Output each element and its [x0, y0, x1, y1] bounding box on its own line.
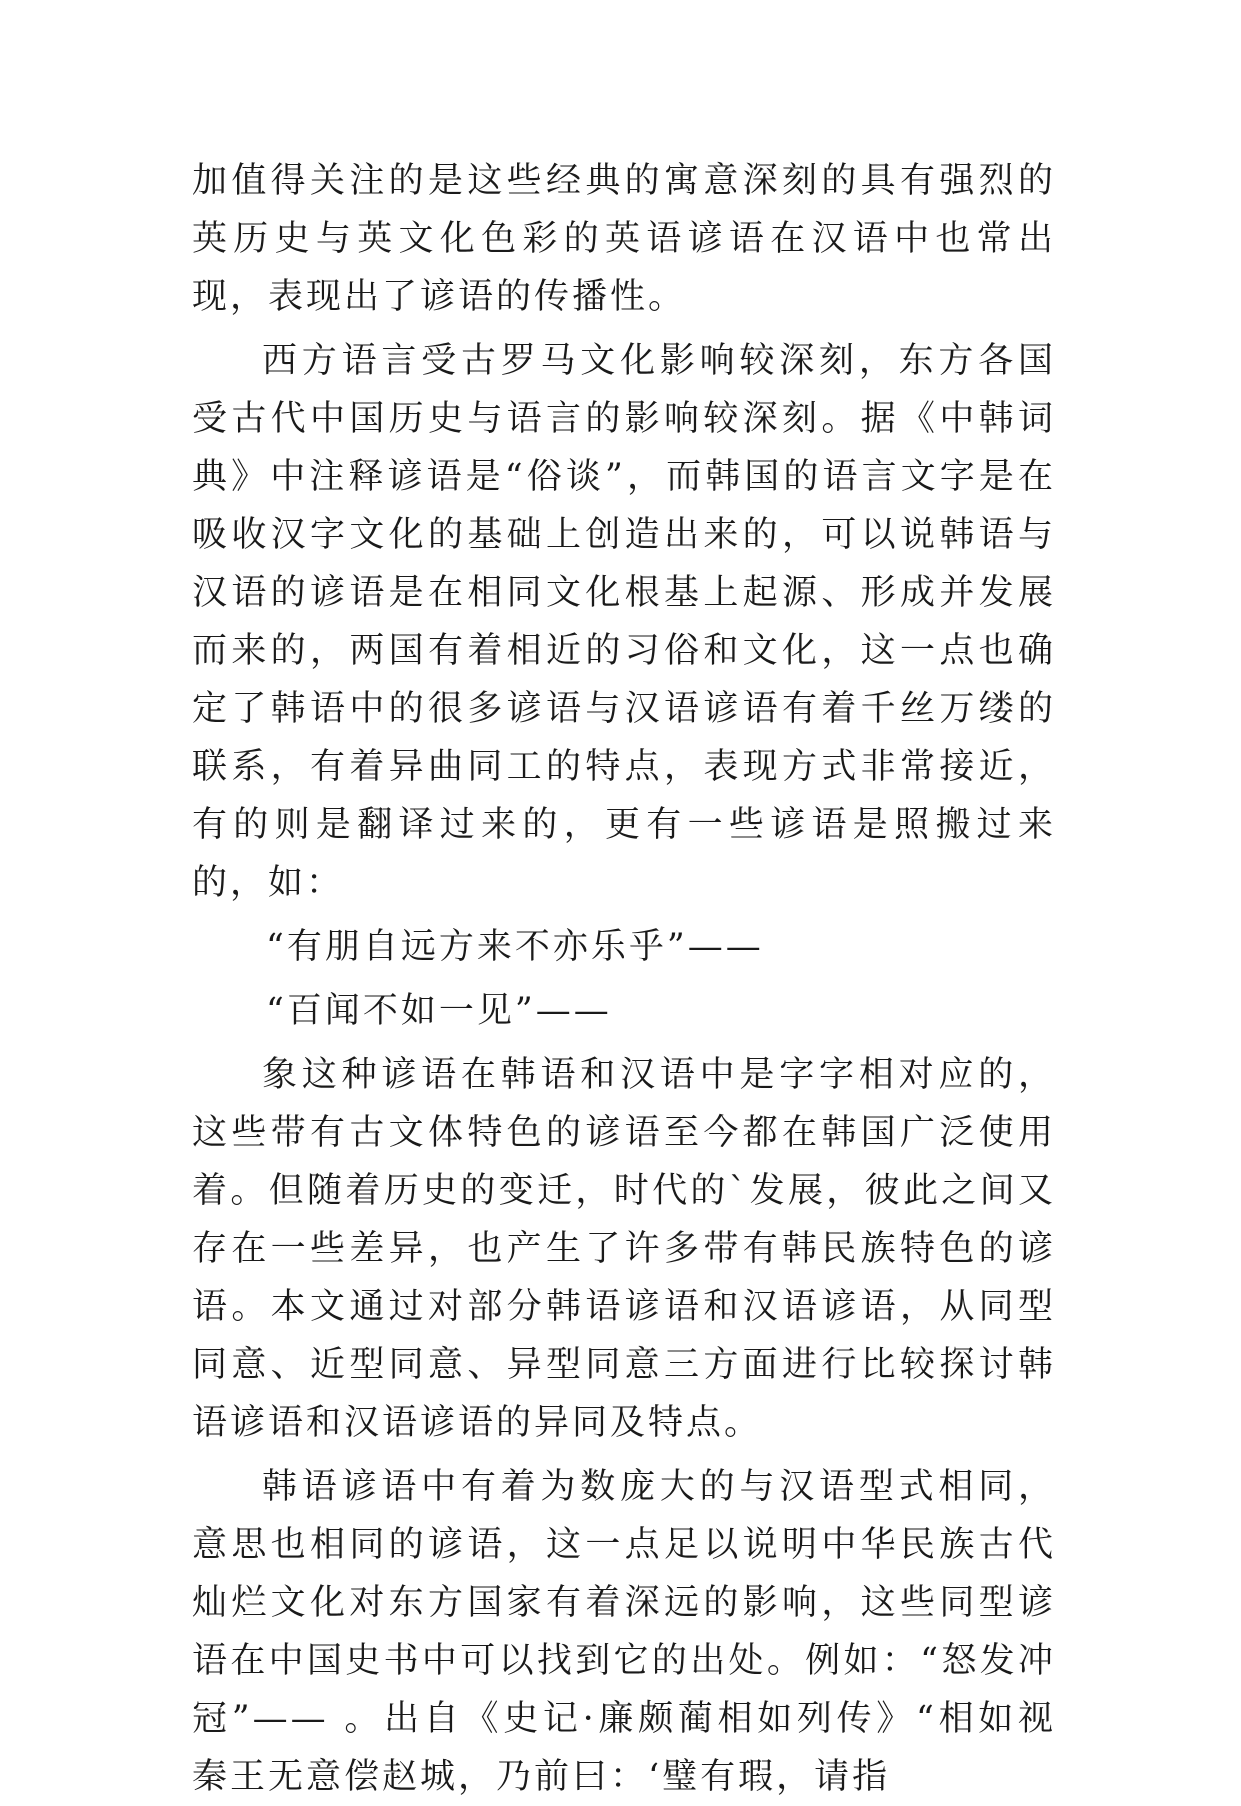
- example-proverb-friends: “有朋自远方来不亦乐乎”——: [266, 927, 764, 967]
- document-body: [192, 152, 1056, 1806]
- example-proverb-seeing: “百闻不如一见”——: [266, 991, 612, 1031]
- paragraph-korean-chinese-origin: 西方语言受古罗马文化影响较深刻，东方各国受古代中国历史与语言的影响较深刻。据《中韩词典》中注释谚语是“俗谈”，而韩国的语言文字是在吸收汉字文化的基础上创造出来的，可以说韩语与汉语的谚语是在相同文化根基上起源、形成并发展而来的，两国有着相近的习俗和文化，这一点也确定了韩语中的很多谚语与汉语谚语有着千丝万缕的联系，有着异曲同工的特点，表现方式非常接近，有的则是翻译过来的，更有一些谚语是照搬过来的，如：: [192, 341, 1056, 903]
- paragraph-same-form: 韩语谚语中有着为数庞大的与汉语型式相同，意思也相同的谚语，这一点足以说明中华民族古代灿烂文化对东方国家有着深远的影响，这些同型谚语在中国史书中可以找到它的出处。例如：“怒发冲冠”—— 。出自《史记·廉颇蔺相如列传》“相如视秦王无意偿赵城，乃前曰：‘璧有瑕，请指: [192, 1467, 1056, 1797]
- paragraph-continuation: 加值得关注的是这些经典的寓意深刻的具有强烈的英历史与英文化色彩的英语谚语在汉语中也常出现，表现出了谚语的传播性。: [192, 161, 1056, 317]
- paragraph-differences: 象这种谚语在韩语和汉语中是字字相对应的，这些带有古文体特色的谚语至今都在韩国广泛使用着。但随着历史的变迁，时代的`发展，彼此之间又存在一些差异，也产生了许多带有韩民族特色的谚语。本文通过对部分韩语谚语和汉语谚语，从同型同意、近型同意、异型同意三方面进行比较探讨韩语谚语和汉语谚语的异同及特点。: [192, 1055, 1056, 1443]
